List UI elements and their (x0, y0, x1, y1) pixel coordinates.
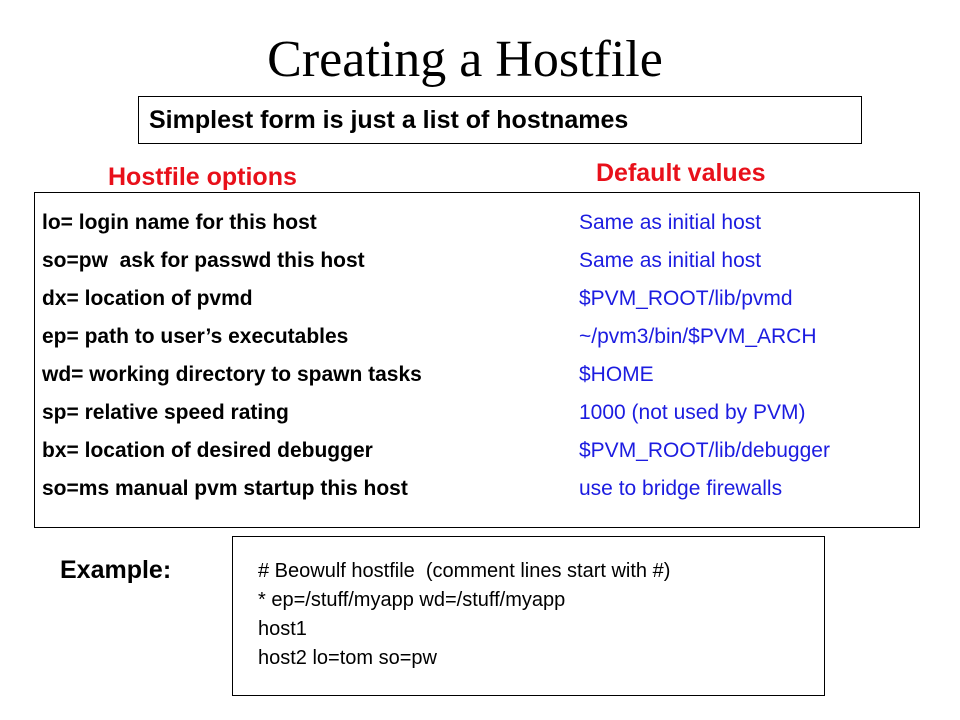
option-row (35, 243, 919, 279)
option-name: dx= location of pvmd (42, 287, 253, 310)
example-box (232, 536, 825, 696)
subtitle-text: Simplest form is just a list of hostnames (149, 106, 629, 134)
example-label: Example: (60, 556, 172, 584)
option-default: 1000 (not used by PVM) (579, 401, 806, 424)
option-default: use to bridge firewalls (579, 477, 783, 500)
example-line: host2 lo=tom so=pw (258, 647, 437, 669)
option-name: so=pw ask for passwd this host (42, 249, 365, 272)
option-default: $PVM_ROOT/lib/pvmd (579, 287, 793, 310)
option-row (35, 281, 919, 317)
option-default: Same as initial host (579, 211, 762, 234)
slide-title: Creating a Hostfile (267, 31, 663, 88)
option-default: $HOME (579, 363, 654, 386)
option-name: so=ms manual pvm startup this host (42, 477, 408, 500)
option-name: wd= working directory to spawn tasks (42, 363, 422, 386)
option-row (35, 471, 919, 507)
option-row (35, 319, 919, 355)
option-row (35, 395, 919, 431)
subtitle-box (138, 96, 862, 144)
option-default: Same as initial host (579, 249, 762, 272)
option-name: bx= location of desired debugger (42, 439, 373, 462)
options-table (34, 192, 920, 528)
option-row (35, 357, 919, 393)
option-name: lo= login name for this host (42, 211, 317, 234)
option-row (35, 433, 919, 469)
option-default: ~/pvm3/bin/$PVM_ARCH (579, 325, 817, 348)
example-line: # Beowulf hostfile (comment lines start with #) (258, 560, 671, 582)
example-line: * ep=/stuff/myapp wd=/stuff/myapp (258, 589, 566, 611)
option-default: $PVM_ROOT/lib/debugger (579, 439, 830, 462)
defaults-header: Default values (596, 159, 766, 187)
option-row (35, 205, 919, 241)
option-name: ep= path to user’s executables (42, 325, 349, 348)
options-header: Hostfile options (108, 163, 297, 191)
option-name: sp= relative speed rating (42, 401, 289, 424)
example-line: host1 (258, 618, 307, 640)
